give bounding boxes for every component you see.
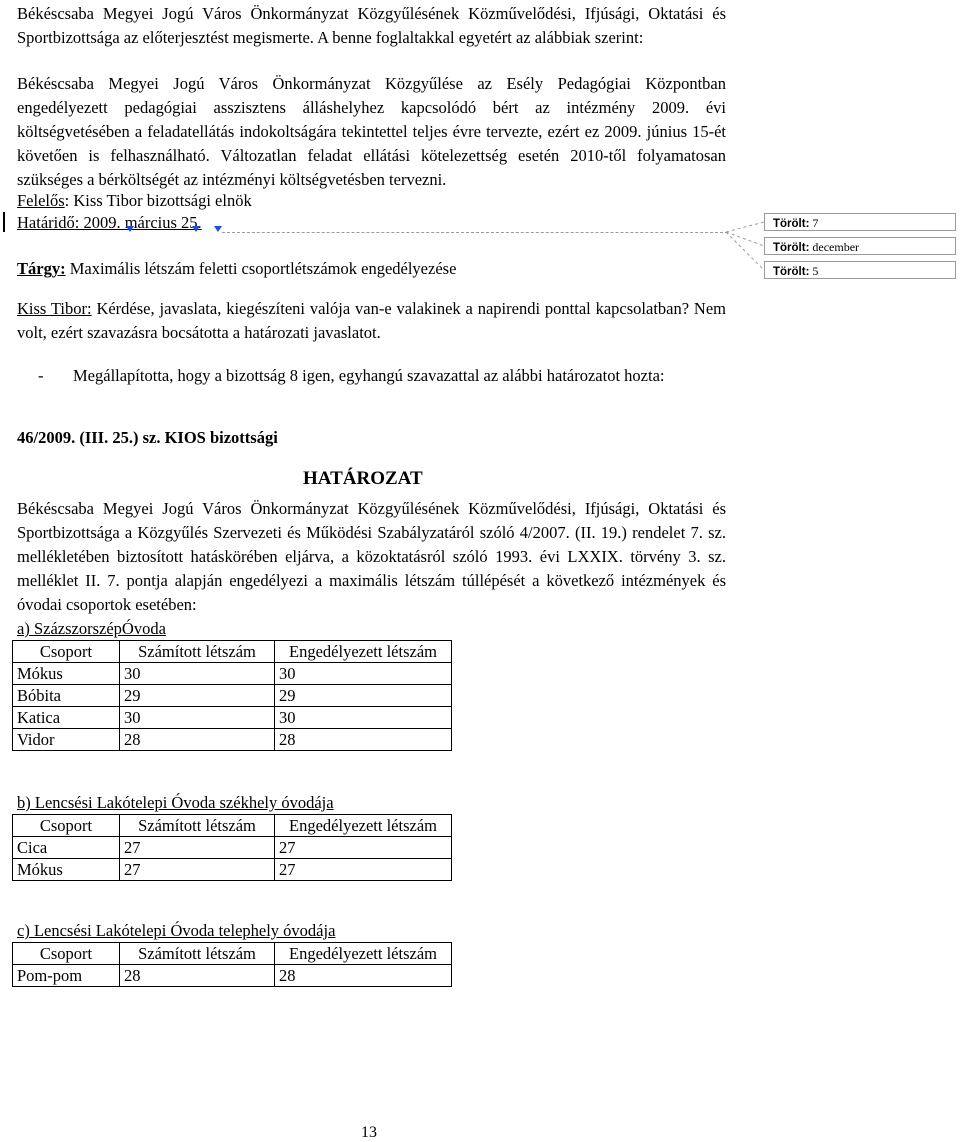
table-cell: Cica — [13, 837, 120, 859]
table-row — [13, 965, 452, 987]
deleted-change-label: Törölt: — [773, 218, 810, 230]
comment-leader-fan — [726, 218, 766, 274]
table-cell: 28 — [275, 729, 452, 751]
header-cell: Csoport — [13, 943, 120, 965]
deleted-change-value: december — [812, 240, 860, 254]
responsible-line — [17, 190, 252, 212]
subject-line — [17, 258, 456, 280]
table-header-row — [13, 641, 452, 663]
table-cell: 28 — [120, 729, 275, 751]
header-cell: Engedélyezett létszám — [275, 943, 452, 965]
decision-body: Békéscsaba Megyei Jogú Város Önkormányzat Közgyűlésének Közművelődési, Ifjúsági, Oktatási és Sportbizottsága a Közgyűlés Szervezeti és Működési Szabályzatáról szóló 4/2007. (II. 19.) rendelet 7. sz. mellékletében biztosított hatáskörében eljárva, a közoktatásról szóló 1993. évi LXXIX. törvény 3. sz. melléklet II. 7. pontja alapján engedélyezi a maximális létszám túllépését a következő intézmények és óvodai csoportok esetében: — [17, 499, 726, 614]
table-cell: Pom-pom — [13, 965, 120, 987]
insertion-caret — [214, 226, 222, 232]
decision-title: HATÁROZAT — [303, 468, 423, 489]
deleted-change-balloon[interactable] — [764, 213, 956, 231]
table-header-row — [13, 943, 452, 965]
deadline-label: Határidő — [17, 213, 75, 232]
header-cell: Számított létszám — [120, 815, 275, 837]
table-cell: 27 — [275, 859, 452, 881]
deleted-change-balloon[interactable] — [764, 237, 956, 255]
responsible-label: Felelős — [17, 191, 65, 210]
table-cell: Mókus — [13, 859, 120, 881]
table-cell: Bóbita — [13, 685, 120, 707]
deleted-change-label: Törölt: — [773, 266, 810, 278]
table-cell: 27 — [275, 837, 452, 859]
responsible-value: : Kiss Tibor bizottsági elnök — [64, 191, 252, 210]
table-cell: 28 — [275, 965, 452, 987]
subject-value: Maximális létszám feletti csoportlétszámok engedélyezése — [65, 259, 457, 278]
page-number: 13 — [361, 1124, 377, 1141]
institution-title: b) Lencsési Lakótelepi Óvoda székhely óvodája — [17, 793, 334, 812]
table-cell: 28 — [120, 965, 275, 987]
table-cell: 30 — [120, 707, 275, 729]
quota-table — [12, 942, 452, 987]
header-cell: Engedélyezett létszám — [275, 815, 452, 837]
insertion-caret — [192, 226, 200, 232]
header-cell: Számított létszám — [120, 641, 275, 663]
quota-table — [12, 640, 452, 751]
change-bar — [3, 212, 5, 232]
deadline-value: : 2009. március 25. — [74, 213, 202, 232]
header-cell: Csoport — [13, 641, 120, 663]
table-cell: 30 — [275, 663, 452, 685]
deadline-line — [17, 212, 202, 234]
table-row — [13, 837, 452, 859]
table-row — [13, 729, 452, 751]
table-cell: Mókus — [13, 663, 120, 685]
table-cell: 27 — [120, 859, 275, 881]
table-cell: 30 — [275, 707, 452, 729]
table-row — [13, 707, 452, 729]
decision-number: 46/2009. (III. 25.) sz. KIOS bizottsági — [17, 428, 278, 447]
table-cell: 27 — [120, 837, 275, 859]
chair-text: Kérdése, javaslata, kiegészíteni valója van-e valakinek a napirendi ponttal kapcsolatban? Nem volt, ezért szavazásra bocsátotta a határozati javaslatot. — [17, 299, 726, 342]
institution-title: a) SzázszorszépÓvoda — [17, 619, 166, 638]
table-header-row — [13, 815, 452, 837]
intro-paragraph: Békéscsaba Megyei Jogú Város Önkormányzat Közgyűlésének Közművelődési, Ifjúsági, Oktatási és Sportbizottsága az előterjesztést megismerte. A benne foglaltakkal egyetért az alábbiak szerint: — [17, 4, 726, 47]
table-cell: Katica — [13, 707, 120, 729]
vote-text: Megállapította, hogy a bizottság 8 igen, egyhangú szavazattal az alábbi határozatot hozta: — [73, 366, 665, 385]
header-cell: Csoport — [13, 815, 120, 837]
table-cell: 29 — [120, 685, 275, 707]
chair-statement — [17, 297, 726, 345]
header-cell: Engedélyezett létszám — [275, 641, 452, 663]
quota-table — [12, 814, 452, 881]
insertion-caret — [126, 226, 134, 232]
table-row — [13, 663, 452, 685]
subject-label: Tárgy: — [17, 259, 66, 278]
deleted-change-value: 5 — [812, 264, 819, 278]
resolution-paragraph: Békéscsaba Megyei Jogú Város Önkormányzat Közgyűlése az Esély Pedagógiai Központban engedélyezett pedagógiai asszisztens álláshelyhez kapcsolódó bért az intézmény 2009. évi költségvetésében a feladatellátás indokoltságára tekintettel teljes évre tervezte, ezért ez 2009. június 15-ét követően is felhasználható. Változatlan feladat ellátási kötelezettség esetén 2010-től folyamatosan szükséges a bérköltségét az intézményi költségvetésben tervezni. — [17, 74, 726, 189]
chair-name: Kiss Tibor: — [17, 299, 92, 318]
header-cell: Számított létszám — [120, 943, 275, 965]
table-cell: 29 — [275, 685, 452, 707]
table-row — [13, 859, 452, 881]
table-cell: Vidor — [13, 729, 120, 751]
comment-leader-line — [222, 232, 728, 233]
vote-bullet: - — [38, 366, 44, 385]
deleted-change-balloon[interactable] — [764, 261, 956, 279]
table-row — [13, 685, 452, 707]
institution-title: c) Lencsési Lakótelepi Óvoda telephely óvodája — [17, 921, 336, 940]
table-cell: 30 — [120, 663, 275, 685]
deleted-change-value: 7 — [812, 216, 819, 230]
deleted-change-label: Törölt: — [773, 242, 810, 254]
